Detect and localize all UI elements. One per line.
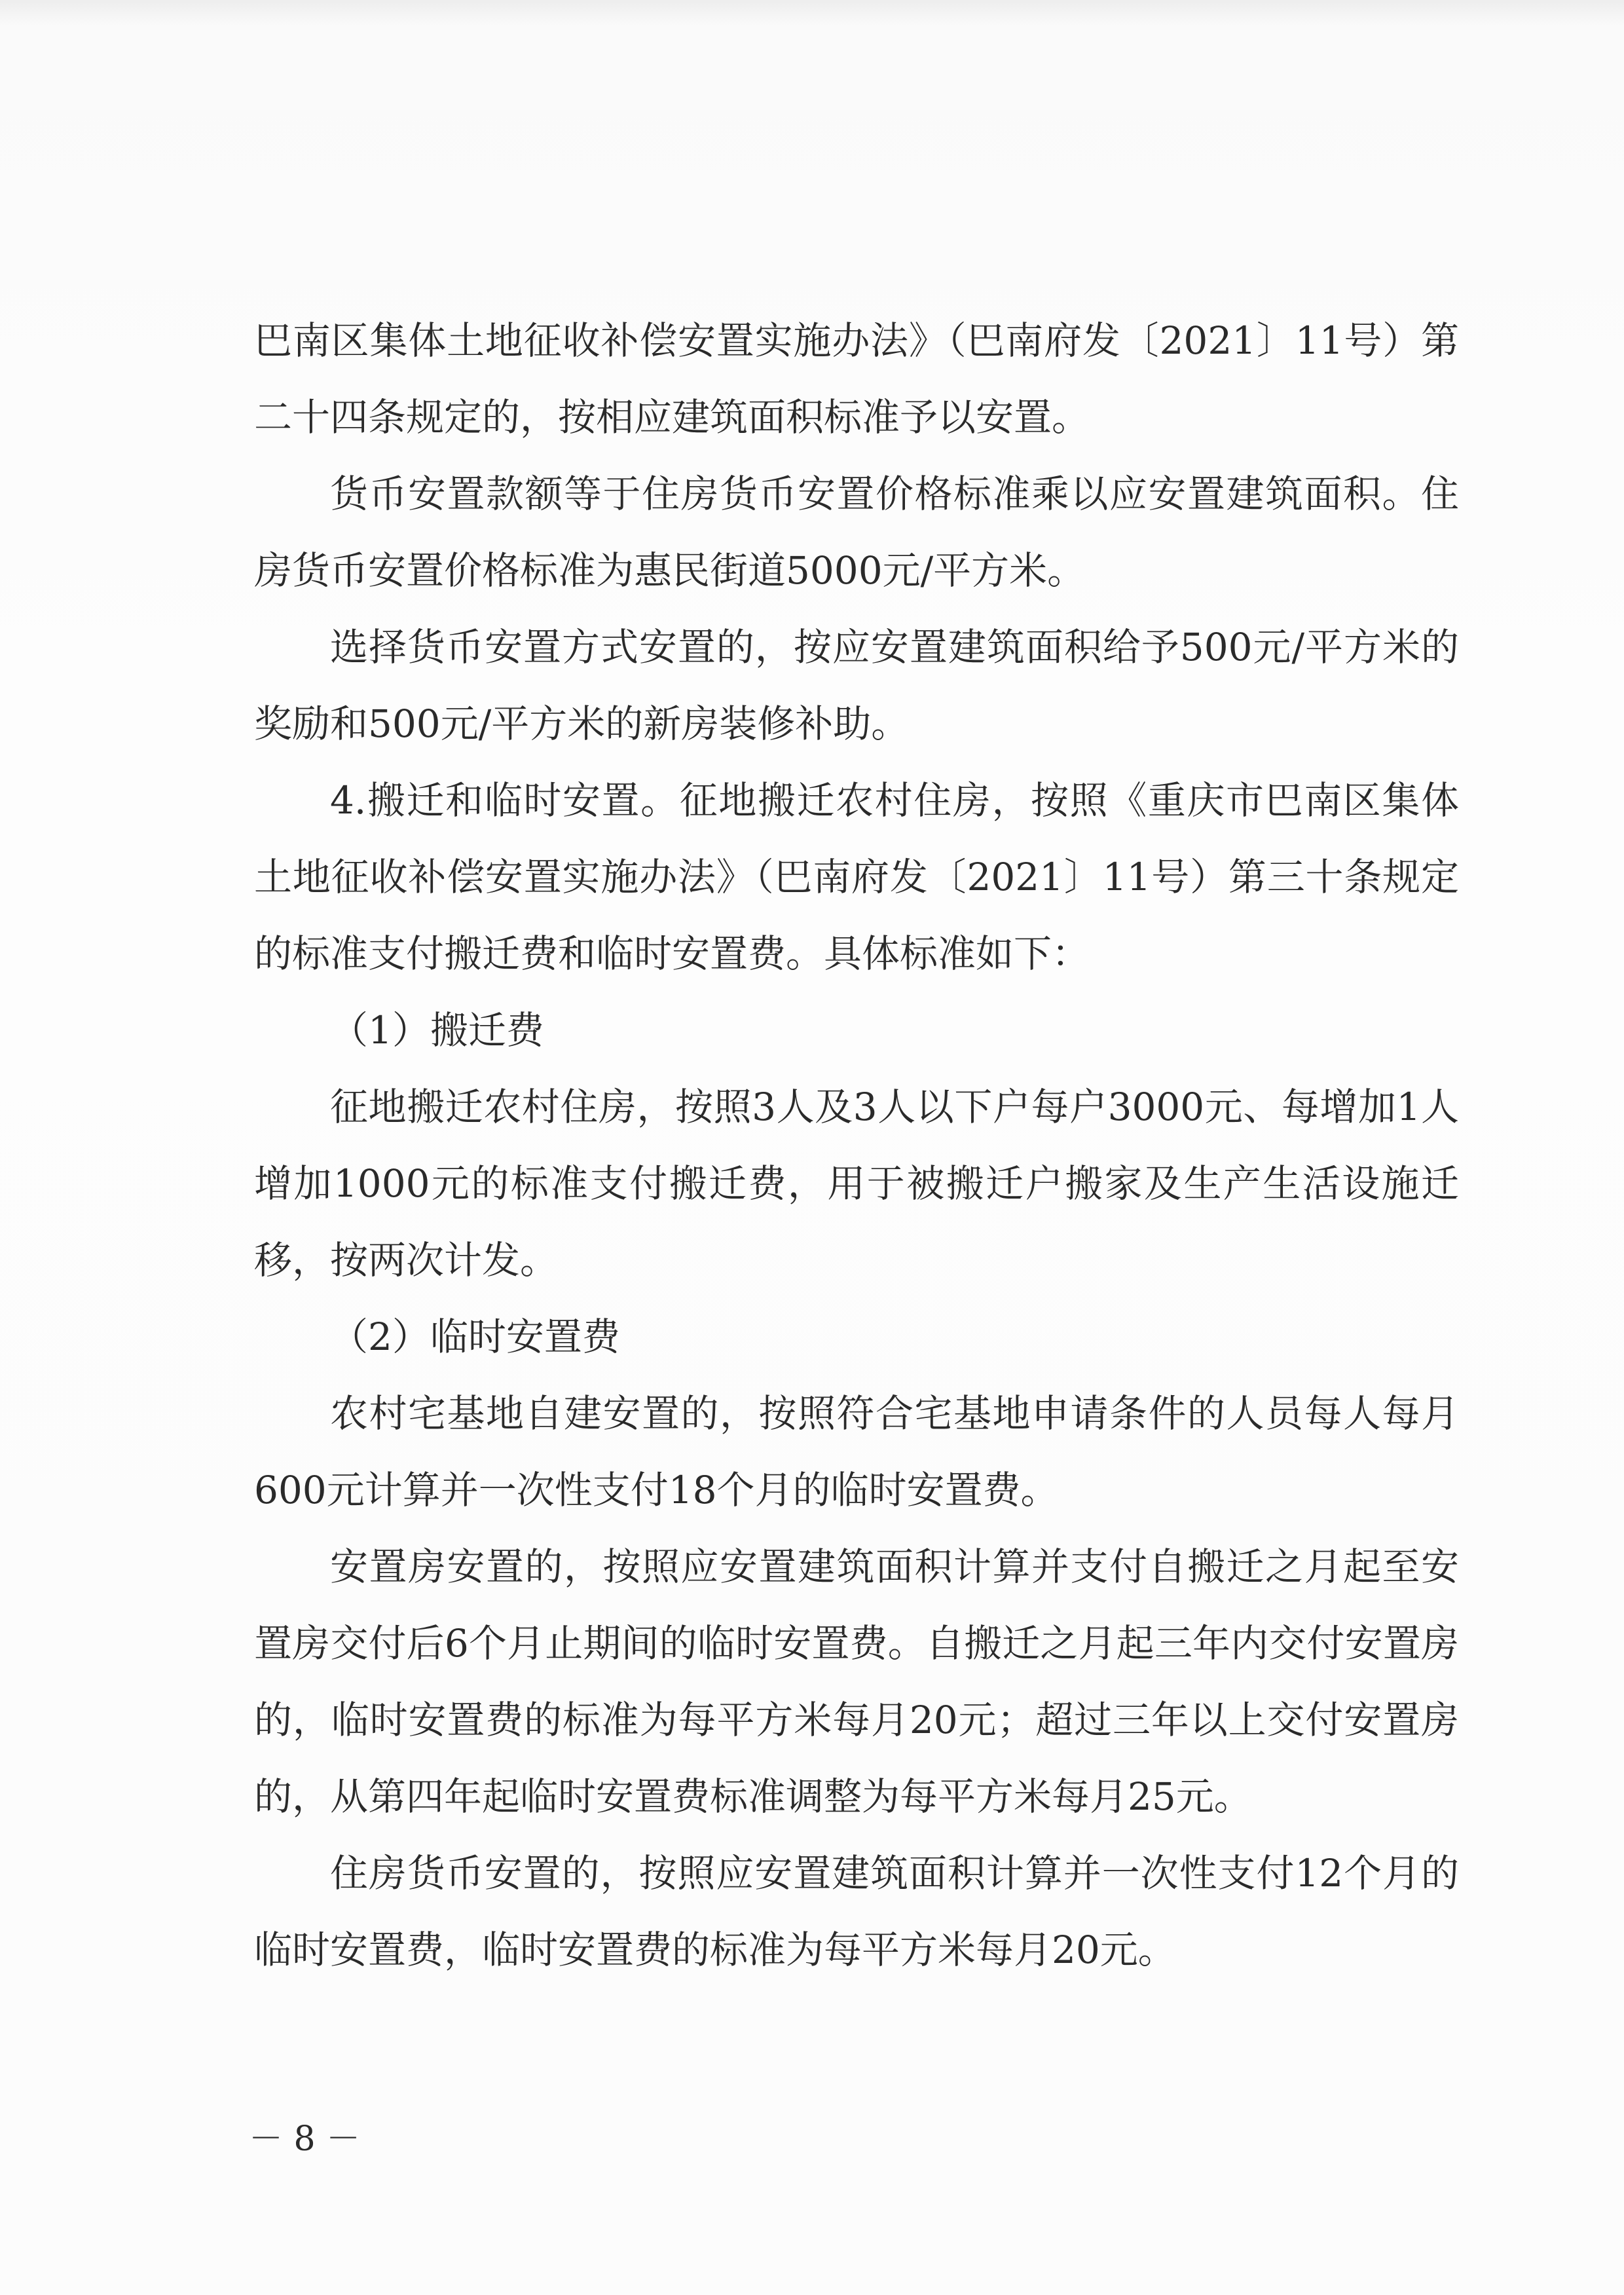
paragraph-currency-reward: 选择货币安置方式安置的，按应安置建筑面积给予500元/平方米的奖励和500元/平方米的新房装修补助。: [254, 625, 1459, 746]
paragraph-homestead-temporary-fee: 农村宅基地自建安置的，按照符合宅基地申请条件的人员每人每月600元计算并一次性支付18个月的临时安置费。: [254, 1391, 1459, 1512]
page-number: － 8 －: [249, 2119, 361, 2159]
subheading-temporary-fee: （2）临时安置费: [330, 1315, 620, 1359]
paragraph-currency-amount: 货币安置款额等于住房货币安置价格标准乘以应安置建筑面积。住房货币安置价格标准为惠民街道5000元/平方米。: [254, 472, 1459, 593]
paragraph-continuation: 巴南区集体土地征收补偿安置实施办法》（巴南府发〔2021〕11号）第二十四条规定的，按相应建筑面积标准予以安置。: [254, 318, 1459, 439]
paragraph-moving-fee: 征地搬迁农村住房，按照3人及3人以下户每户3000元、每增加1人增加1000元的标准支付搬迁费，用于被搬迁户搬家及生产生活设施迁移，按两次计发。: [254, 1085, 1459, 1282]
subheading-moving-fee: （1）搬迁费: [330, 1008, 544, 1053]
document-body: [254, 303, 1459, 1988]
paragraph-resettlement-house-temporary-fee: 安置房安置的，按照应安置建筑面积计算并支付自搬迁之月起至安置房交付后6个月止期间的临时安置费。自搬迁之月起三年内交付安置房的，临时安置费的标准为每平方米每月20元；超过三年以上交付安置房的，从第四年起临时安置费标准调整为每平方米每月25元。: [254, 1544, 1459, 1819]
paragraph-currency-temporary-fee: 住房货币安置的，按照应安置建筑面积计算并一次性支付12个月的临时安置费，临时安置费的标准为每平方米每月20元。: [254, 1851, 1459, 1972]
paragraph-relocation-heading: 4.搬迁和临时安置。征地搬迁农村住房，按照《重庆市巴南区集体土地征收补偿安置实施办法》（巴南府发〔2021〕11号）第三十条规定的标准支付搬迁费和临时安置费。具体标准如下：: [254, 778, 1459, 976]
scan-edge-shadow: [0, 0, 1624, 26]
